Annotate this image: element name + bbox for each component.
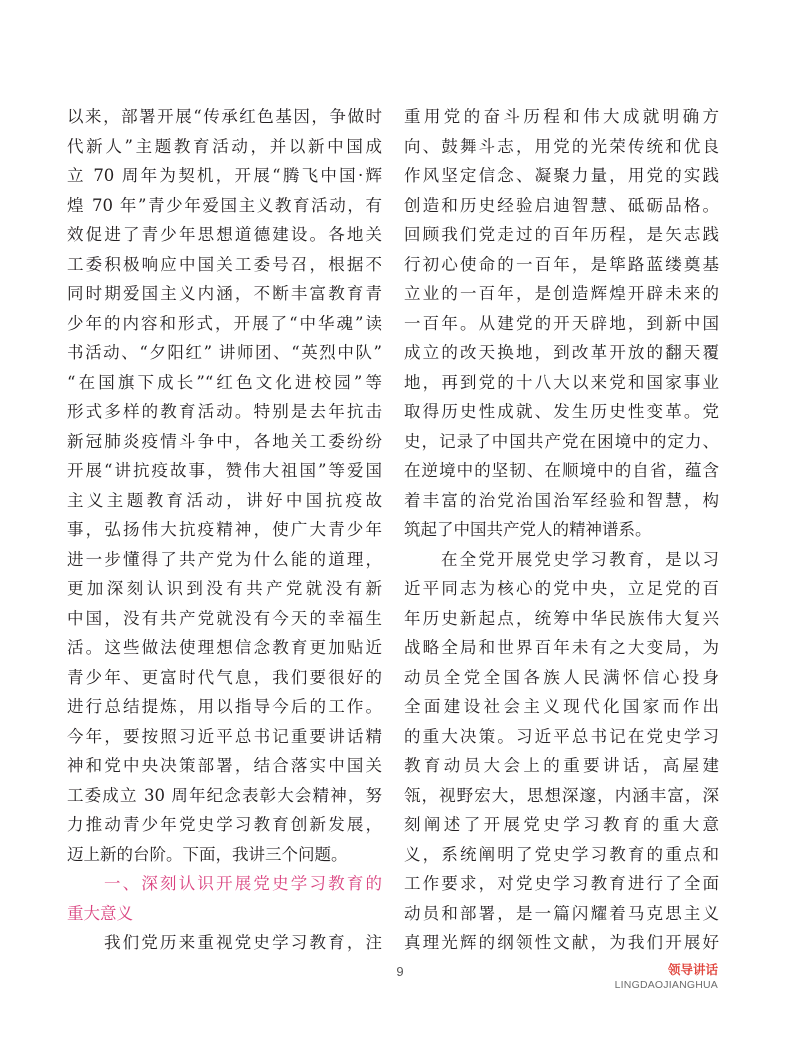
- right-column: [404, 102, 719, 958]
- section-title-cn: 领导讲话: [667, 962, 718, 977]
- text-line: 的重大决策。习近平总书记在党史学习: [404, 726, 719, 746]
- text-line: 进行总结提炼，用以指导今后的工作。: [67, 697, 382, 716]
- text-line: 真理光辉的纲领性文献，为我们开展好: [404, 933, 719, 952]
- text-line: 动员和部署，是一篇闪耀着马克思主义: [404, 903, 719, 923]
- text-line: 工委积极响应中国关工委号召，根据不: [67, 254, 382, 274]
- text-line: 煌 70 年”青少年爱国主义教育活动，有: [67, 195, 382, 215]
- text-line: 史，记录了中国共产党在困境中的定力、: [404, 431, 719, 451]
- footer-section-label: [615, 962, 718, 992]
- text-line: 着丰富的治党治国治军经验和智慧，构: [404, 490, 719, 510]
- text-line: 义，系统阐明了党史学习教育的重点和: [404, 844, 719, 864]
- text-line: 效促进了青少年思想道德建设。各地关: [67, 225, 382, 244]
- text-line: 创造和历史经验启迪智慧、砥砺品格。: [404, 195, 719, 215]
- text-line: 成立的改天换地，到改革开放的翻天覆: [404, 343, 719, 362]
- text-line: 形式多样的教育活动。特别是去年抗击: [67, 402, 382, 421]
- text-line: 年历史新起点，统筹中华民族伟大复兴: [404, 608, 719, 628]
- text-line: 回顾我们党走过的百年历程，是矢志践: [404, 225, 719, 244]
- text-line: 立业的一百年，是创造辉煌开辟未来的: [404, 284, 719, 303]
- text-line: “在国旗下成长”“红色文化进校园”等: [67, 372, 382, 392]
- text-line: 今年，要按照习近平总书记重要讲话精: [67, 726, 382, 746]
- text-line: 重用党的奋斗历程和伟大成就明确方: [404, 107, 719, 126]
- text-line: 神和党中央决策部署，结合落实中国关: [67, 756, 382, 775]
- text-line: 更加深刻认识到没有共产党就没有新: [67, 579, 382, 598]
- section-title-pinyin: LINGDAOJIANGHUA: [614, 979, 718, 991]
- text-line: 作风坚定信念、凝聚力量，用党的实践: [404, 166, 719, 185]
- page-number: 9: [396, 964, 404, 979]
- text-line: 书活动、“夕阳红” 讲师团、“英烈中队”: [67, 343, 382, 362]
- text-line: 筑起了中国共产党人的精神谱系。: [404, 520, 652, 539]
- text-line: 活。这些做法使理想信念教育更加贴近: [67, 638, 382, 657]
- text-line: 近平同志为核心的党中央，立足党的百: [404, 579, 719, 598]
- text-line: 动员全党全国各族人民满怀信心投身: [404, 667, 719, 687]
- text-line: 进一步懂得了共产党为什么能的道理，: [67, 549, 382, 569]
- text-line: 新冠肺炎疫情斗争中，各地关工委纷纷: [67, 431, 382, 451]
- paragraph-start-line: 在全党开展党史学习教育，是以习: [441, 549, 719, 569]
- text-line: 取得历史性成就、发生历史性变革。党: [404, 402, 719, 421]
- text-line: 全面建设社会主义现代化国家而作出: [404, 697, 719, 716]
- text-line: 刻阐述了开展党史学习教育的重大意: [404, 815, 719, 834]
- text-line: 青少年、更富时代气息，我们要很好的: [67, 667, 382, 687]
- text-line: 教育动员大会上的重要讲话，高屋建: [404, 756, 719, 775]
- text-line: 开展“讲抗疫故事，赞伟大祖国”等爱国: [67, 461, 382, 480]
- text-line: 代新人”主题教育活动，并以新中国成: [67, 136, 382, 156]
- text-line: 工委成立 30 周年纪念表彰大会精神，努: [67, 785, 382, 805]
- text-line: 力推动青少年党史学习教育创新发展，: [67, 815, 382, 834]
- text-line: 少年的内容和形式，开展了“中华魂”读: [67, 313, 382, 333]
- section-heading: 一、深刻认识开展党史学习教育的: [104, 874, 382, 893]
- text-line: 一百年。从建党的开天辟地，到新中国: [404, 313, 719, 333]
- text-line: 在逆境中的坚韧、在顺境中的自省，蕴含: [404, 461, 719, 480]
- text-line: 行初心使命的一百年，是筚路蓝缕奠基: [404, 254, 719, 274]
- text-line: 中国，没有共产党就没有今天的幸福生: [67, 608, 382, 628]
- text-line: 立 70 周年为契机，开展“腾飞中国·辉: [67, 166, 382, 185]
- paragraph-start-line: 我们党历来重视党史学习教育，注: [104, 933, 382, 952]
- section-heading: 重大意义: [67, 903, 133, 923]
- left-column: [67, 102, 382, 958]
- text-line: 以来，部署开展“传承红色基因，争做时: [67, 107, 382, 126]
- text-line: 地，再到党的十八大以来党和国家事业: [404, 372, 719, 392]
- text-line: 迈上新的台阶。下面，我讲三个问题。: [67, 844, 348, 864]
- text-line: 事，弘扬伟大抗疫精神，使广大青少年: [67, 520, 382, 539]
- text-line: 瓴，视野宏大，思想深邃，内涵丰富，深: [404, 785, 719, 805]
- text-line: 工作要求，对党史学习教育进行了全面: [404, 874, 719, 893]
- text-line: 同时期爱国主义内涵，不断丰富教育青: [67, 284, 382, 303]
- text-line: 战略全局和世界百年未有之大变局，为: [404, 638, 719, 657]
- text-line: 主义主题教育活动，讲好中国抗疫故: [67, 490, 382, 510]
- text-line: 向、鼓舞斗志，用党的光荣传统和优良: [404, 136, 719, 156]
